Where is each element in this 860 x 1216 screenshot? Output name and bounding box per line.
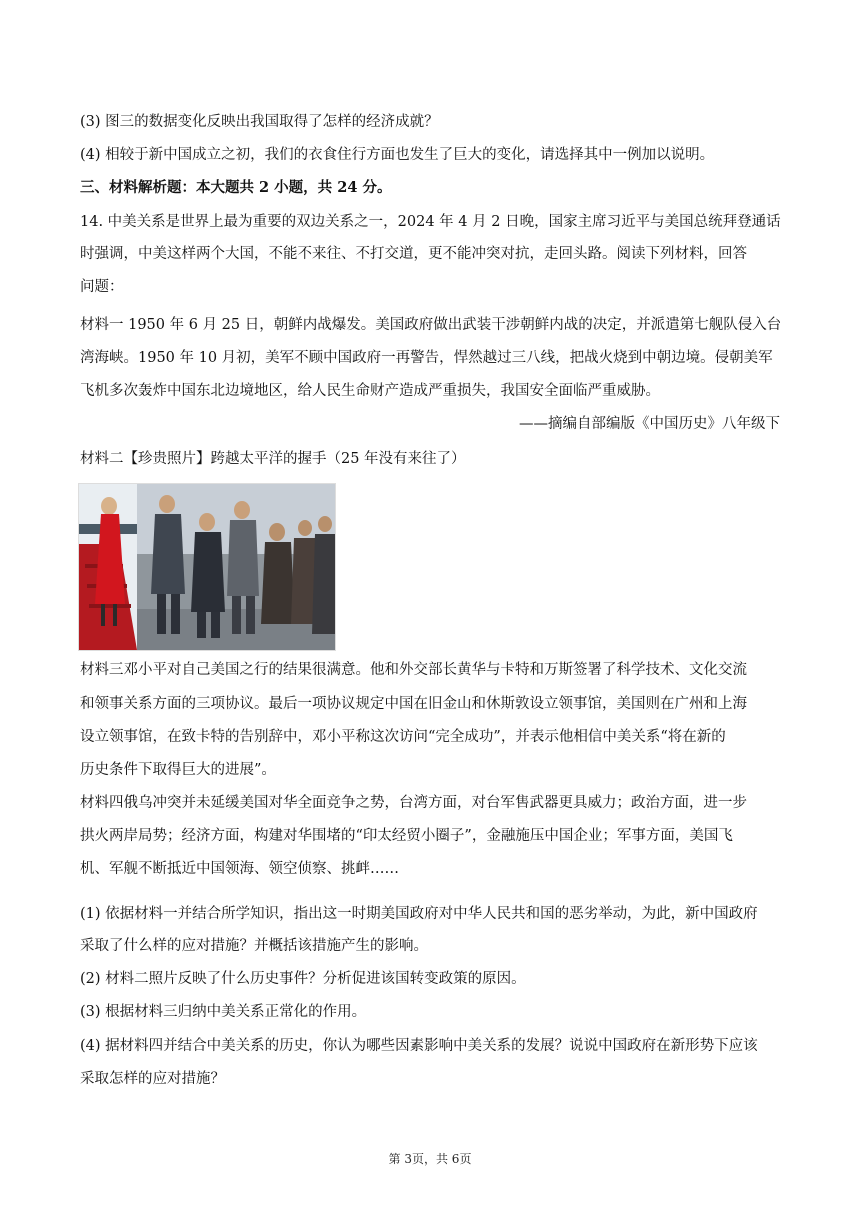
question-14-line-2: 时强调，中美这样两个大国，不能不来往、不打交道，更不能冲突对抗，走回头路。阅读下列材料，回答 bbox=[80, 246, 747, 262]
sub-question-3: (3) 根据材料三归纳中美关系正常化的作用。 bbox=[80, 1004, 367, 1020]
sub-question-2: (2) 材料二照片反映了什么历史事件？分析促进该国转变政策的原因。 bbox=[80, 971, 526, 987]
material-4-line-3: 机、军舰不断抵近中国领海、领空侦察、挑衅…… bbox=[80, 861, 399, 877]
page-number: 第 3页，共 6页 bbox=[388, 1152, 472, 1166]
material-1-line-3: 飞机多次轰炸中国东北边境地区，给人民生命财产造成严重损失，我国安全面临严重威胁。 bbox=[80, 383, 660, 399]
sub-question-4-line-2: 采取怎样的应对措施？ bbox=[80, 1071, 225, 1087]
section-title: 三、材料解析题：本大题共 2 小题，共 24 分。 bbox=[80, 179, 392, 196]
material-4-line-2: 拱火两岸局势；经济方面，构建对华围堵的“印太经贸小圈子”，金融施压中国企业；军事方面，美国飞 bbox=[80, 828, 733, 844]
material-3-line-3: 设立领事馆，在致卡特的告别辞中，邓小平称这次访问“完全成功”，并表示他相信中美关系“将在新的 bbox=[80, 729, 726, 745]
material-2-title: 材料二【珍贵照片】跨越太平洋的握手（25 年没有来往了） bbox=[80, 451, 466, 467]
material-1-line-2: 湾海峡。1950 年 10 月初，美军不顾中国政府一再警告，悍然越过三八线，把战火烧到中朝边境。侵朝美军 bbox=[80, 350, 773, 366]
material-3-line-2: 和领事关系方面的三项协议。最后一项协议规定中国在旧金山和休斯敦设立领事馆，美国则在广州和上海 bbox=[80, 696, 747, 712]
material-3-line-4: 历史条件下取得巨大的进展”。 bbox=[80, 762, 276, 778]
sub-question-1-line-2: 采取了什么样的应对措施？并概括该措施产生的影响。 bbox=[80, 938, 428, 954]
material-4-line-1: 材料四俄乌冲突并未延缓美国对华全面竞争之势，台湾方面，对台军售武器更具威力；政治方面，进一步 bbox=[80, 795, 747, 811]
handshake-photo bbox=[78, 483, 336, 651]
material-1-line-1: 材料一 1950 年 6 月 25 日，朝鲜内战爆发。美国政府做出武装干涉朝鲜内战的决定，并派遣第七舰队侵入台 bbox=[80, 317, 782, 333]
sub-question-4-line-1: (4) 据材料四并结合中美关系的历史，你认为哪些因素影响中美关系的发展？说说中国政府在新形势下应该 bbox=[80, 1038, 758, 1054]
question-4: (4) 相较于新中国成立之初，我们的衣食住行方面也发生了巨大的变化，请选择其中一例加以说明。 bbox=[80, 147, 715, 163]
material-3-line-1: 材料三邓小平对自己美国之行的结果很满意。他和外交部长黄华与卡特和万斯签署了科学技术、文化交流 bbox=[80, 662, 747, 678]
sub-question-1-line-1: (1) 依据材料一并结合所学知识，指出这一时期美国政府对中华人民共和国的恶劣举动，为此，新中国政府 bbox=[80, 906, 758, 922]
question-3: (3) 图三的数据变化反映出我国取得了怎样的经济成就？ bbox=[80, 114, 439, 130]
question-14-line-1: 14. 中美关系是世界上最为重要的双边关系之一，2024 年 4 月 2 日晚，国家主席习近平与美国总统拜登通话 bbox=[80, 214, 781, 230]
material-1-source: ——摘编自部编版《中国历史》八年级下 bbox=[519, 416, 780, 432]
question-14-line-3: 问题： bbox=[80, 279, 124, 295]
